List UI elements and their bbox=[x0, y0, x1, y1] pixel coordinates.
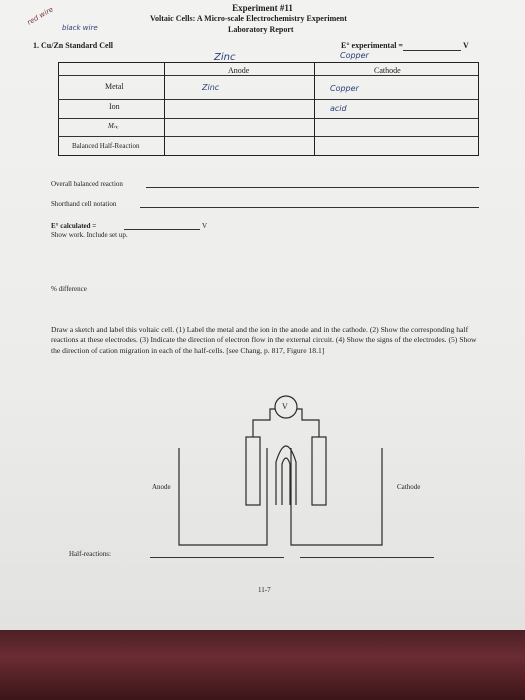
half-reaction-blank-anode[interactable] bbox=[150, 557, 284, 558]
e-calculated-unit: V bbox=[202, 222, 208, 230]
page-number: 11-7 bbox=[258, 586, 271, 594]
e-experimental-unit: V bbox=[463, 41, 469, 50]
overall-reaction-label: Overall balanced reaction bbox=[51, 180, 123, 188]
row-label-ion: Ion bbox=[109, 102, 120, 111]
half-reactions-label: Half-reactions: bbox=[69, 550, 111, 558]
anode-wire bbox=[253, 409, 275, 437]
col-header-cathode: Cathode bbox=[374, 66, 401, 75]
cathode-wire bbox=[297, 409, 319, 437]
col-header-anode: Anode bbox=[228, 66, 250, 75]
cell-cathode-ion[interactable]: acid bbox=[330, 104, 347, 113]
voltmeter-label: V bbox=[282, 402, 288, 411]
experiment-title: Experiment #11 bbox=[232, 3, 293, 13]
experiment-subtitle: Voltaic Cells: A Micro-scale Electrochemistry Experiment bbox=[150, 14, 347, 23]
salt-bridge-inner bbox=[282, 458, 290, 505]
cathode-beaker bbox=[291, 448, 382, 545]
anode-electrode bbox=[246, 437, 260, 505]
salt-bridge-outer bbox=[276, 446, 296, 505]
cell-anode-metal[interactable]: Zinc bbox=[202, 83, 220, 92]
shorthand-notation-label: Shorthand cell notation bbox=[51, 200, 117, 208]
show-work-label: Show work. Include set up. bbox=[51, 231, 128, 239]
cathode-label: Cathode bbox=[397, 483, 421, 491]
row-label-metal: Metal bbox=[105, 82, 124, 91]
e-calculated-label: E° calculated = bbox=[51, 222, 97, 230]
e-experimental-label: E° experimental = bbox=[341, 41, 403, 50]
background-floor bbox=[0, 628, 525, 700]
row-label-mass: Mₙₑ bbox=[108, 122, 119, 130]
percent-difference-label: % difference bbox=[51, 285, 87, 293]
anode-label: Anode bbox=[152, 483, 171, 491]
red-wire-note: red wire bbox=[25, 5, 55, 27]
anode-beaker bbox=[179, 448, 267, 545]
section1-label: 1. Cu/Zn Standard Cell bbox=[33, 41, 114, 50]
copper-note: Copper bbox=[340, 51, 369, 60]
instructions-text: Draw a sketch and label this voltaic cell. (1) Label the metal and the ion in the anode and in the cathode. (2) Show the corresponding half reactions at these electrodes. (3) Indicate the direction of electron flow in the external circuit. (4) Show the signs of the electrodes. (5) Show the direction of cation migration in each of the half-cells. [see Chang, p. 817, Figure 18.1] bbox=[51, 325, 477, 355]
cathode-electrode bbox=[312, 437, 326, 505]
half-reaction-blank-cathode[interactable] bbox=[300, 557, 434, 558]
row-label-half-reaction: Balanced Half-Reaction bbox=[72, 142, 140, 150]
black-wire-note: black wire bbox=[62, 24, 98, 32]
cell-cathode-metal[interactable]: Copper bbox=[330, 84, 359, 93]
zinc-handwritten: Zinc bbox=[214, 52, 236, 63]
report-label: Laboratory Report bbox=[228, 25, 294, 34]
